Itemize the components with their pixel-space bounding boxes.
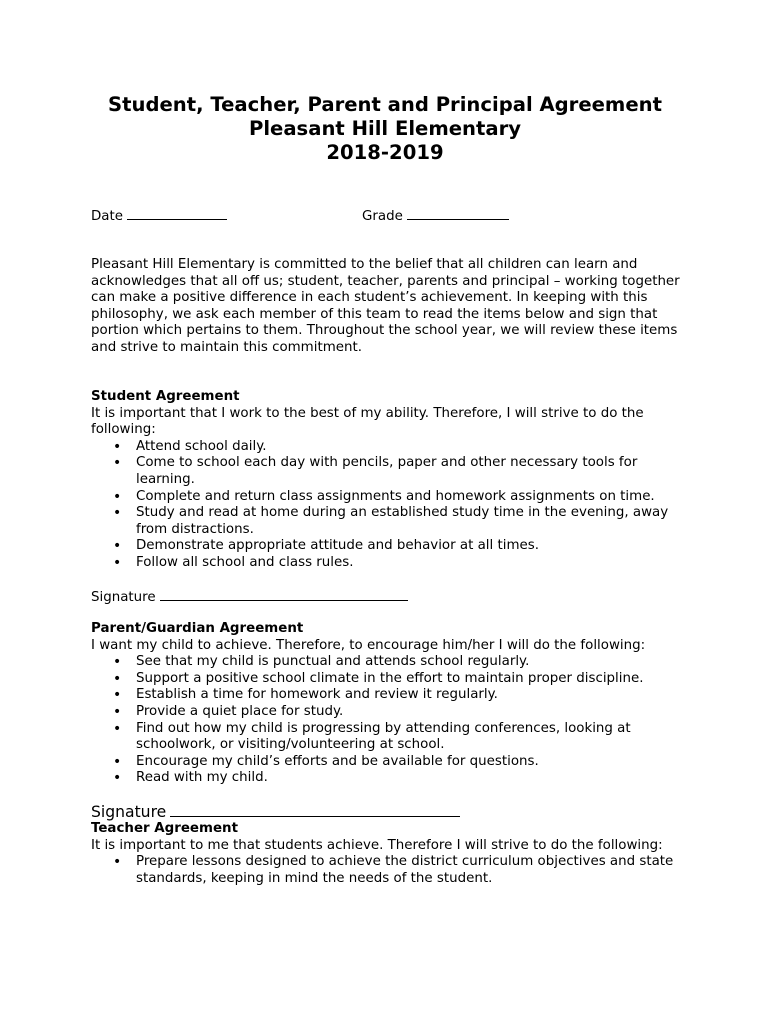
- list-item: [91, 754, 676, 771]
- bullet-icon: •: [113, 538, 122, 555]
- list-item: [91, 671, 676, 688]
- parent-signature-blank[interactable]: [170, 803, 460, 817]
- list-item: [91, 770, 676, 787]
- list-item: [91, 704, 676, 721]
- list-item-text: See that my child is punctual and attends school regularly.: [136, 654, 530, 670]
- bullet-icon: •: [113, 720, 122, 737]
- title-year: 2018-2019: [326, 141, 444, 164]
- list-item-text: Support a positive school climate in the effort to maintain proper discipline.: [136, 670, 644, 686]
- teacher-agreement-lead: It is important to me that students achieve. Therefore I will strive to do the following:: [91, 837, 663, 853]
- list-item-text: Attend school daily.: [136, 438, 267, 454]
- list-item: [91, 439, 676, 456]
- list-item-text: Establish a time for homework and review it regularly.: [136, 687, 498, 703]
- bullet-icon: •: [113, 703, 122, 720]
- intro-paragraph: Pleasant Hill Elementary is committed to the belief that all children can learn and acknowledges that all off us; student, teacher, parents and principal – working together can make a positive difference in each student’s achievement. In keeping with this philosophy, we ask each member of this team to read the items below and sign that portion which pertains to them. Throughout the school year, we will review these items and strive to maintain this commitment.: [91, 257, 680, 355]
- list-item: [91, 555, 676, 572]
- bullet-icon: •: [113, 438, 122, 455]
- list-item-text: Find out how my child is progressing by attending conferences, looking at schoolwork, or visiting/volunteering at school.: [136, 720, 631, 753]
- bullet-icon: •: [113, 505, 122, 522]
- student-signature-blank[interactable]: [160, 588, 408, 601]
- student-signature-label: Signature: [91, 590, 156, 605]
- grade-label: Grade: [362, 209, 403, 224]
- bullet-icon: •: [113, 670, 122, 687]
- list-item-text: Demonstrate appropriate attitude and behavior at all times.: [136, 538, 539, 554]
- student-agreement-lead: It is important that I work to the best of my ability. Therefore, I will strive to do the following:: [91, 405, 644, 438]
- list-item-text: Encourage my child’s efforts and be available for questions.: [136, 753, 539, 769]
- grade-blank-line[interactable]: [407, 207, 509, 220]
- teacher-agreement-section: [91, 821, 691, 887]
- list-item: [91, 455, 676, 488]
- list-item: [91, 721, 676, 754]
- bullet-icon: •: [113, 687, 122, 704]
- list-item: [91, 654, 676, 671]
- list-item-text: Follow all school and class rules.: [136, 554, 354, 570]
- parent-signature-line: [91, 803, 460, 821]
- list-item-text: Read with my child.: [136, 770, 268, 786]
- parent-agreement-lead: I want my child to achieve. Therefore, to encourage him/her I will do the following:: [91, 637, 646, 653]
- bullet-icon: •: [113, 554, 122, 571]
- date-field: [91, 207, 227, 226]
- list-item: [91, 505, 676, 538]
- list-item-text: Provide a quiet place for study.: [136, 703, 344, 719]
- document-title: [0, 93, 770, 165]
- list-item: [91, 687, 676, 704]
- list-item: [91, 854, 676, 887]
- bullet-icon: •: [113, 654, 122, 671]
- grade-field: [362, 207, 509, 226]
- parent-agreement-heading: Parent/Guardian Agreement: [91, 621, 304, 636]
- bullet-icon: •: [113, 488, 122, 505]
- list-item: [91, 489, 676, 506]
- date-label: Date: [91, 209, 124, 224]
- bullet-icon: •: [113, 854, 122, 871]
- parent-signature-label: Signature: [91, 803, 167, 821]
- bullet-icon: •: [113, 455, 122, 472]
- list-item-text: Complete and return class assignments and homework assignments on time.: [136, 488, 655, 504]
- student-agreement-list: [91, 439, 691, 572]
- student-signature-line: [91, 588, 408, 607]
- parent-agreement-list: [91, 654, 691, 787]
- list-item-text: Prepare lessons designed to achieve the district curriculum objectives and state standards, keeping in mind the needs of the student.: [136, 854, 674, 886]
- list-item: [91, 538, 676, 555]
- bullet-icon: •: [113, 770, 122, 787]
- title-school: Pleasant Hill Elementary: [248, 117, 522, 140]
- parent-agreement-section: [91, 621, 691, 787]
- bullet-icon: •: [113, 753, 122, 770]
- title-agreement: Student, Teacher, Parent and Principal Agreement: [108, 93, 662, 116]
- teacher-agreement-list: [91, 854, 691, 887]
- teacher-agreement-heading: Teacher Agreement: [91, 821, 238, 836]
- date-grade-row: [91, 207, 691, 225]
- student-agreement-section: [91, 389, 691, 572]
- date-blank-line[interactable]: [127, 207, 227, 220]
- list-item-text: Come to school each day with pencils, paper and other necessary tools for learning.: [136, 455, 638, 487]
- student-agreement-heading: Student Agreement: [91, 389, 240, 404]
- list-item-text: Study and read at home during an established study time in the evening, away from distractions.: [136, 505, 669, 537]
